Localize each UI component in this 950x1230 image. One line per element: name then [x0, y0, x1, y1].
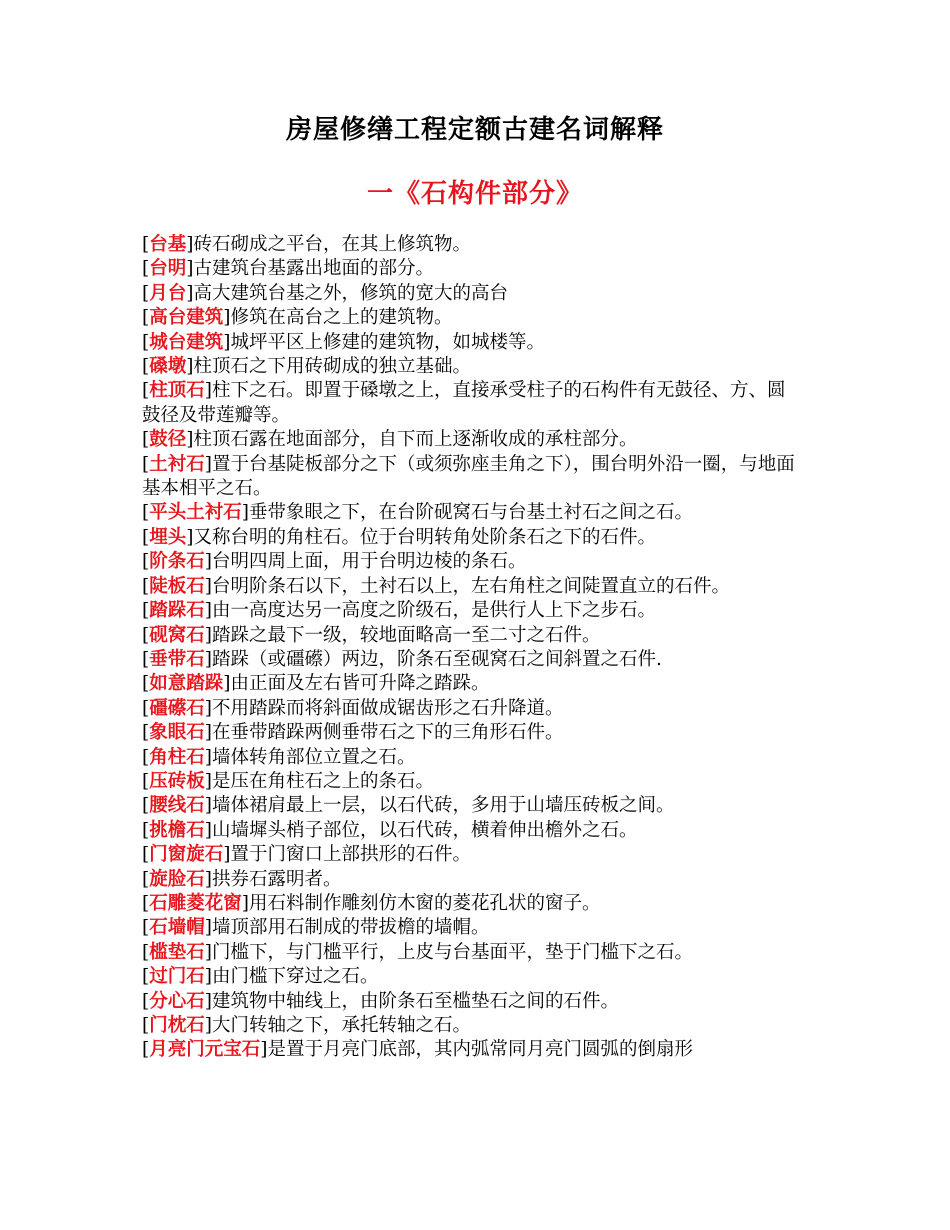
glossary-term: 礓礤石 [149, 697, 205, 719]
term-bracket-close: ] [186, 258, 194, 280]
glossary-entry [142, 1038, 796, 1062]
glossary-definition: 置于台基陡板部分之下（或须弥座圭角之下），围台明外沿一圈，与地面基本相平之石。 [142, 453, 795, 500]
glossary-definition: 大门转轴之下，承托转轴之石。 [211, 1015, 471, 1036]
term-bracket-close: ] [204, 551, 212, 573]
glossary-entry [142, 916, 796, 940]
term-bracket-open: [ [142, 307, 150, 329]
glossary-definition: 柱顶石露在地面部分，自下而上逐渐收成的承柱部分。 [193, 429, 638, 451]
term-bracket-close: ] [204, 380, 212, 402]
section-title: 一《石构件部分》 [366, 179, 583, 209]
term-bracket-open: [ [142, 600, 150, 622]
glossary-entry [142, 599, 796, 623]
glossary-definition: 台明四周上面，用于台明边棱的条石。 [211, 551, 527, 573]
glossary-entry [142, 697, 796, 721]
glossary-entry [142, 379, 796, 428]
glossary-entry [142, 648, 796, 672]
term-bracket-close: ] [223, 844, 231, 866]
glossary-definition: 山墙墀头梢子部位，以石代砖，横着伸出檐外之石。 [211, 819, 638, 841]
term-bracket-open: [ [142, 1039, 150, 1061]
glossary-term: 城台建筑 [149, 331, 224, 353]
glossary-term: 陡板石 [149, 575, 205, 597]
term-bracket-open: [ [142, 844, 150, 866]
glossary-entry [142, 453, 796, 502]
term-bracket-open: [ [142, 356, 150, 378]
glossary-definition: 墙顶部用石制成的带拔檐的墙帽。 [211, 917, 490, 939]
glossary-term: 如意踏跺 [149, 673, 224, 695]
term-bracket-close: ] [204, 770, 212, 792]
term-bracket-close: ] [204, 868, 212, 890]
term-bracket-close: ] [186, 356, 194, 378]
glossary-definition: 又称台明的角柱石。位于台明转角处阶条石之下的石件。 [193, 526, 656, 548]
term-bracket-open: [ [142, 453, 150, 475]
term-bracket-open: [ [142, 526, 150, 548]
glossary-entry [142, 233, 796, 257]
term-bracket-open: [ [142, 892, 150, 914]
term-bracket-open: [ [142, 770, 150, 792]
term-bracket-open: [ [142, 575, 150, 597]
glossary-term: 门枕石 [149, 1015, 205, 1036]
glossary-entry [142, 257, 796, 281]
term-bracket-close: ] [241, 892, 249, 914]
term-bracket-close: ] [204, 990, 212, 1012]
term-bracket-close: ] [204, 966, 212, 988]
glossary-definition: 墙体转角部位立置之石。 [211, 746, 416, 768]
term-bracket-open: [ [142, 990, 150, 1012]
glossary-term: 角柱石 [149, 746, 205, 768]
glossary-definition: 踏跺之最下一级，较地面略高一至二寸之石件。 [211, 624, 601, 646]
glossary-term: 砚窝石 [149, 624, 205, 646]
glossary-entry [142, 721, 796, 745]
glossary-term: 槛垫石 [149, 941, 205, 963]
glossary-term: 鼓径 [149, 429, 187, 451]
glossary-definition: 柱顶石之下用砖砌成的独立基础。 [193, 356, 471, 378]
glossary-entry [142, 746, 796, 770]
glossary-entry [142, 868, 796, 892]
glossary-entry [142, 892, 796, 916]
term-bracket-close: ] [204, 624, 212, 646]
term-bracket-open: [ [142, 648, 150, 670]
glossary-entry [142, 428, 796, 452]
glossary-term: 平头土衬石 [149, 502, 242, 524]
term-bracket-close: ] [204, 600, 212, 622]
glossary-entry [142, 501, 796, 525]
term-bracket-close: ] [204, 575, 212, 597]
term-bracket-close: ] [204, 917, 212, 939]
glossary-entry [142, 1014, 796, 1038]
glossary-definition: 垂带象眼之下，在台阶砚窝石与台基土衬石之间之石。 [248, 502, 693, 524]
glossary-term: 土衬石 [149, 453, 205, 475]
term-bracket-open: [ [142, 258, 150, 280]
glossary-entry [142, 672, 796, 696]
glossary-term: 旋脸石 [149, 868, 205, 890]
glossary-term: 高台建筑 [149, 307, 224, 329]
glossary-term: 踏跺石 [149, 600, 205, 622]
glossary-definition: 不用踏跺而将斜面做成锯齿形之石升降道。 [211, 697, 564, 719]
glossary-entry [142, 794, 796, 818]
glossary-definition: 由正面及左右皆可升降之踏跺。 [230, 673, 490, 695]
glossary-definition: 拱券石露明者。 [211, 868, 342, 890]
glossary-entry [142, 965, 796, 989]
term-bracket-open: [ [142, 917, 150, 939]
glossary-definition: 建筑物中轴线上，由阶条石至槛垫石之间的石件。 [211, 990, 619, 1012]
glossary-definition: 砖石砌成之平台，在其上修筑物。 [193, 234, 471, 255]
glossary-definition: 在垂带踏跺两侧垂带石之下的三角形石件。 [211, 722, 564, 744]
term-bracket-open: [ [142, 722, 150, 744]
term-bracket-open: [ [142, 502, 150, 524]
term-bracket-close: ] [186, 234, 194, 255]
term-bracket-close: ] [223, 307, 231, 329]
term-bracket-open: [ [142, 819, 150, 841]
glossary-entry [142, 526, 796, 550]
glossary-definition: 由门槛下穿过之石。 [211, 966, 379, 988]
glossary-entry [142, 819, 796, 843]
glossary-definition: 踏跺（或礓礤）两边，阶条石至砚窝石之间斜置之石件. [211, 648, 662, 670]
term-bracket-open: [ [142, 673, 150, 695]
glossary-definition: 是置于月亮门底部，其内弧常同月亮门圆弧的倒扇形 [267, 1039, 693, 1061]
term-bracket-open: [ [142, 868, 150, 890]
glossary-definition: 置于门窗口上部拱形的石件。 [230, 844, 471, 866]
term-bracket-open: [ [142, 746, 150, 768]
glossary-definition: 柱下之石。即置于磉墩之上，直接承受柱子的石构件有无鼓径、方、圆鼓径及带莲瓣等。 [142, 380, 786, 426]
term-bracket-open: [ [142, 282, 150, 304]
term-bracket-open: [ [142, 966, 150, 988]
glossary-entry [142, 843, 796, 867]
term-bracket-close: ] [204, 722, 212, 744]
glossary-definition: 修筑在高台之上的建筑物。 [230, 307, 453, 329]
glossary-entry [142, 575, 796, 599]
term-bracket-open: [ [142, 795, 150, 817]
term-bracket-close: ] [204, 697, 212, 719]
glossary-definition: 高大建筑台基之外，修筑的宽大的高台 [193, 282, 508, 304]
term-bracket-close: ] [241, 502, 249, 524]
term-bracket-open: [ [142, 429, 150, 451]
term-bracket-close: ] [186, 526, 194, 548]
glossary-list [142, 233, 796, 1063]
term-bracket-close: ] [204, 746, 212, 768]
glossary-term: 腰线石 [149, 795, 205, 817]
glossary-term: 埋头 [149, 526, 187, 548]
glossary-term: 台明 [149, 258, 187, 280]
glossary-definition: 用石料制作雕刻仿木窗的菱花孔状的窗子。 [248, 892, 601, 914]
glossary-definition: 城坪平区上修建的建筑物，如城楼等。 [230, 331, 545, 353]
term-bracket-open: [ [142, 380, 150, 402]
glossary-entry [142, 306, 796, 330]
glossary-entry [142, 624, 796, 648]
glossary-term: 阶条石 [149, 551, 205, 573]
term-bracket-open: [ [142, 1015, 150, 1036]
term-bracket-close: ] [260, 1039, 268, 1061]
term-bracket-close: ] [223, 673, 231, 695]
glossary-term: 石雕菱花窗 [149, 892, 242, 914]
term-bracket-open: [ [142, 624, 150, 646]
term-bracket-close: ] [204, 941, 212, 963]
term-bracket-close: ] [186, 282, 194, 304]
glossary-entry [142, 770, 796, 794]
glossary-term: 垂带石 [149, 648, 205, 670]
glossary-term: 台基 [149, 234, 187, 255]
term-bracket-open: [ [142, 331, 150, 353]
glossary-entry [142, 282, 796, 306]
glossary-term: 月台 [149, 282, 187, 304]
term-bracket-open: [ [142, 941, 150, 963]
glossary-definition: 门槛下，与门槛平行，上皮与台基面平，垫于门槛下之石。 [211, 941, 693, 963]
term-bracket-close: ] [204, 1015, 212, 1036]
term-bracket-open: [ [142, 234, 150, 255]
glossary-term: 门窗旋石 [149, 844, 224, 866]
glossary-term: 分心石 [149, 990, 205, 1012]
term-bracket-close: ] [204, 453, 212, 475]
glossary-entry [142, 550, 796, 574]
glossary-term: 挑檐石 [149, 819, 205, 841]
glossary-definition: 由一高度达另一高度之阶级石，是供行人上下之步石。 [211, 600, 656, 622]
glossary-definition: 墙体裙肩最上一层，以石代砖，多用于山墙压砖板之间。 [211, 795, 675, 817]
glossary-entry [142, 990, 796, 1014]
term-bracket-close: ] [204, 795, 212, 817]
glossary-term: 象眼石 [149, 722, 205, 744]
glossary-term: 石墙帽 [149, 917, 205, 939]
glossary-term: 磉墩 [149, 356, 187, 378]
glossary-entry [142, 331, 796, 355]
glossary-definition: 台明阶条石以下，土衬石以上，左右角柱之间陡置直立的石件。 [211, 575, 730, 597]
glossary-definition: 古建筑台基露出地面的部分。 [193, 258, 434, 280]
term-bracket-close: ] [204, 819, 212, 841]
term-bracket-close: ] [204, 648, 212, 670]
term-bracket-close: ] [223, 331, 231, 353]
glossary-term: 过门石 [149, 966, 205, 988]
glossary-entry [142, 941, 796, 965]
term-bracket-open: [ [142, 697, 150, 719]
glossary-term: 压砖板 [149, 770, 205, 792]
glossary-definition: 是压在角柱石之上的条石。 [211, 770, 434, 792]
glossary-term: 柱顶石 [149, 380, 205, 402]
glossary-entry [142, 355, 796, 379]
document-title: 房屋修缮工程定额古建名词解释 [285, 115, 664, 145]
term-bracket-open: [ [142, 551, 150, 573]
term-bracket-close: ] [186, 429, 194, 451]
glossary-term: 月亮门元宝石 [149, 1039, 261, 1061]
